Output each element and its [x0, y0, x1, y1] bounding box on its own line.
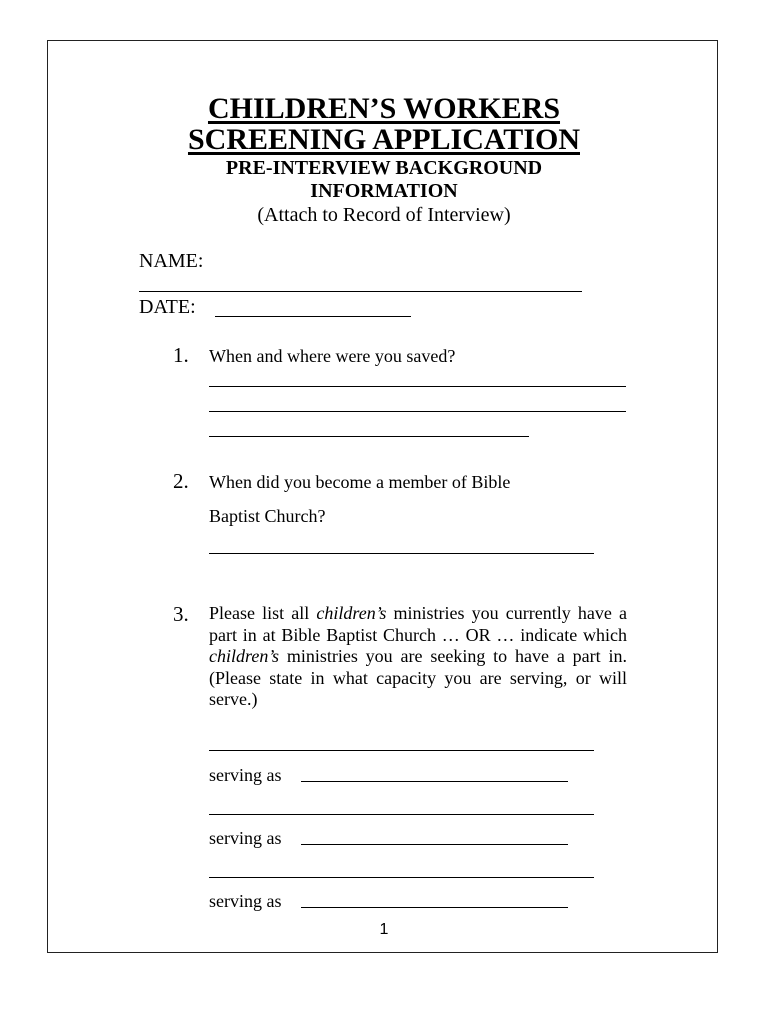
- answer-2-line[interactable]: [209, 553, 594, 554]
- name-field[interactable]: [139, 291, 582, 292]
- subtitle-line-1: PRE-INTERVIEW BACKGROUND: [225, 157, 543, 179]
- date-label: DATE:: [139, 296, 196, 318]
- attach-note: (Attach to Record of Interview): [257, 204, 511, 226]
- serving-as-label-3: serving as: [209, 891, 282, 911]
- question-3-text: Please list all children’s ministries you currently have a part in at Bible Baptist Church … OR … indicate which children’s ministries you are seeking to have a part in. (Please state in what capacity you are serving, or will serve.): [209, 603, 627, 709]
- serving-as-label-1: serving as: [209, 765, 282, 785]
- date-field[interactable]: [215, 316, 411, 317]
- title-line-2: SCREENING APPLICATION: [187, 123, 580, 156]
- question-2-text-line-2: Baptist Church?: [209, 506, 326, 526]
- question-1-text: When and where were you saved?: [209, 346, 456, 366]
- ministry-line-2[interactable]: [209, 814, 594, 815]
- page-number: 1: [379, 921, 389, 938]
- serving-as-field-2[interactable]: [301, 844, 568, 845]
- answer-1-line-3[interactable]: [209, 436, 529, 437]
- emphasis-childrens: children’s: [316, 603, 387, 623]
- question-1-number: 1.: [173, 343, 189, 367]
- serving-as-field-1[interactable]: [301, 781, 568, 782]
- answer-1-line-1[interactable]: [209, 386, 626, 387]
- serving-as-field-3[interactable]: [301, 907, 568, 908]
- subtitle-line-2: INFORMATION: [310, 180, 458, 202]
- ministry-line-1[interactable]: [209, 750, 594, 751]
- serving-as-label-2: serving as: [209, 828, 282, 848]
- ministry-line-3[interactable]: [209, 877, 594, 878]
- name-label: NAME:: [139, 250, 204, 272]
- title-line-1: CHILDREN’S WORKERS: [207, 92, 561, 125]
- question-2-text-line-1: When did you become a member of Bible: [209, 472, 511, 492]
- answer-1-line-2[interactable]: [209, 411, 626, 412]
- question-2-number: 2.: [173, 469, 189, 493]
- question-3-number: 3.: [173, 602, 189, 626]
- emphasis-childrens: children’s: [209, 646, 279, 666]
